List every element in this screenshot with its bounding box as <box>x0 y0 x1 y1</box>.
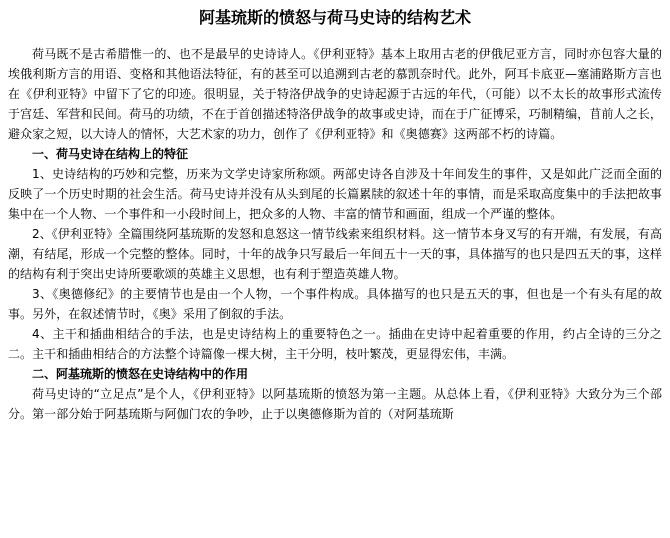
document-title: 阿基琉斯的愤怒与荷马史诗的结构艺术 <box>198 8 471 27</box>
section-2-heading: 二、阿基琉斯的愤怒在史诗结构中的作用 <box>32 367 249 381</box>
section-1-paragraph-2: 2、《伊利亚特》全篇围绕阿基琉斯的发怒和息怒这一情节线索来组织材料。这一情节本身叉写的有开端，有发展，有高潮，有结尾，形成一个完整的整体。同时，十年的战争只写最后一年间五十一天的事，具体描写的也只是四五天的事，这样的结构有利于突出史诗所要歌颂的英雄主义思想，也有利于塑造英雄人物。 <box>8 227 662 281</box>
section-1-paragraph-3: 3、《奥德修纪》的主要情节也是由一个人物，一个事件构成。具体描写的也只是五天的事，但也是一个有头有尾的故事。另外，在叙述情节时，《奥》采用了倒叙的手法。 <box>8 287 662 321</box>
section-2-paragraph-1: 荷马史诗的“立足点”是个人，《伊利亚特》以阿基琉斯的愤怒为第一主题。从总体上看，《伊利亚特》大致分为三个部分。第一部分始于阿基琉斯与阿伽门农的争吵，止于以奥德修斯为首的（对阿基琉斯 <box>8 387 662 421</box>
section-1-heading: 一、荷马史诗在结构上的特征 <box>32 147 189 161</box>
section-1-paragraph-1: 1、史诗结构的巧妙和完整，历来为文学史诗家所称颂。两部史诗各自涉及十年间发生的事件，又是如此广泛而全面的反映了一个历史时期的社会生活。荷马史诗并没有从头到尾的长篇累牍的叙述十年的事情，而是采取高度集中的手法把故事集中在一个人物、一个事件和一小段时间上，把众多的人物、丰富的情节和画面，组成一个严谨的整体。 <box>8 167 662 221</box>
section-1-paragraph-4: 4、主干和插曲相结合的手法，也是史诗结构上的重要特色之一。插曲在史诗中起着重要的作用，约占全诗的三分之二。主干和插曲相结合的方法整个诗篇像一棵大树，主干分明，枝叶繁茂，更显得宏伟，丰满。 <box>8 327 662 361</box>
intro-paragraph: 荷马既不是古希腊惟一的、也不是最早的史诗诗人。《伊利亚特》基本上取用古老的伊俄尼亚方言，同时亦包容大量的埃俄利斯方言的用语、变格和其他语法特征，有的甚至可以追溯到古老的慕凯奈时代。此外，阿耳卡底亚—塞浦路斯方言也在《伊利亚特》中留下了它的印迹。很明显，关于特洛伊战争的史诗起源于古远的年代，（可能）以不太长的故事形式流传于宫廷、军营和民间。荷马的功绩，不在于首创描述特洛伊战争的故事或史诗，而在于广征博采，巧制精编，苜前人之长，避众家之短，以大诗人的情怀，大艺术家的功力，创作了《伊利亚特》和《奥德赛》这两部不朽的诗篇。 <box>8 47 662 141</box>
